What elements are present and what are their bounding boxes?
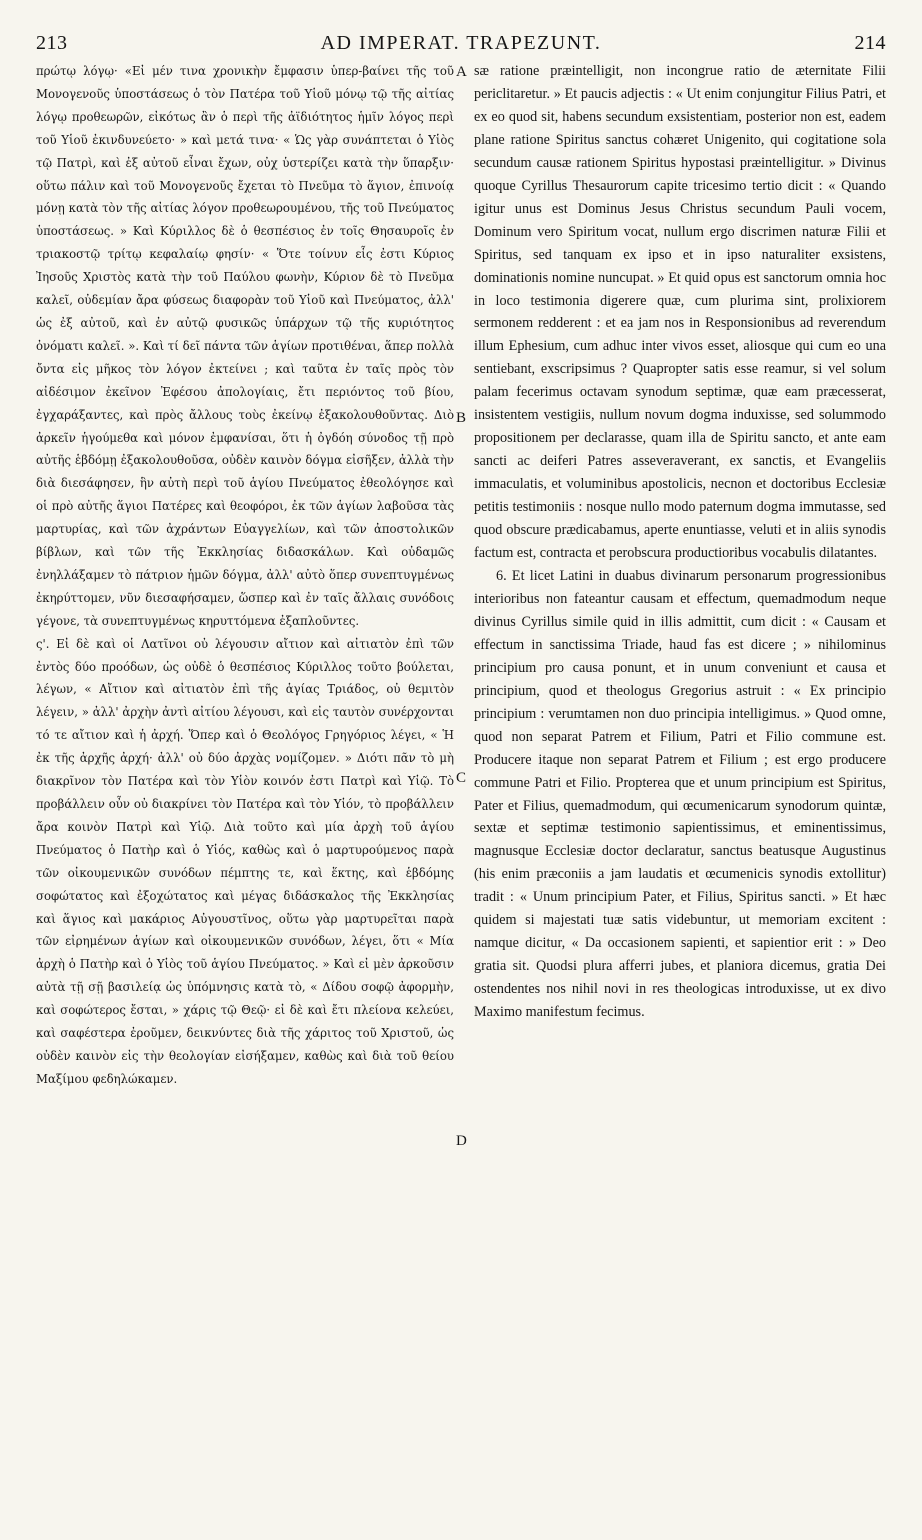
latin-paragraph: 6. Et licet Latini in duabus divinarum personarum progressionibus interioribus non fateantur causam et effectum, quemadmodum neque divinus Cyrillus simile quid in illis admittit, cum dicit : « Causam et effectum in sanctissima Triade, haud fas est dicere ; » nihilominus principium pro causa ponunt, et in unum conveniunt et causa et principium, quod et theologus Gregorius astruit : « Ex principio principium : verumtamen non duo principia intelligimus. » Quod omne, quod non separat Patrem et Filium, Patri et Filio commune est. Producere itaque non separat Patrem et Filium ; est ergo producere commune Patri et Filio. Propterea que et unum principium est Spiritus, Pater et Filius, quemadmodum, qui œcumenicarum synodorum quintæ, sextæ et septimæ testimonio sapientissimus, et eminentissimus, magnusque Ecclesiæ doctor declaratur, sanctus beatusque Augustinus (his enim præconiis a jam laudatis et œcumenicis synodis extollitur) tradit : « Unum principium Pater, et Filius, Spiritus sancti. » Et hæc quidem si majestati tuæ satis videbuntur, ut memoriam excitent : namque dicitur, « Da occasionem sapienti, et sapientior erit : » Deo gratia sit. Quodsi plura afferri jubes, et planiora dicemus, gratia Dei ostendentes nos nihil novi in res theologicas introduxisse, ut ex divo Maximo manifestum fecimus. <box>474 567 886 1021</box>
greek-paragraph: πρώτῳ λόγῳ· «Εἰ μέν τινα χρονικὴν ἔμφασιν ὑπερ-βαίνει τῆς τοῦ Μονογενοῦς ὑποστάσεως ὁ τὸν Πατέρα τοῦ Υἱοῦ μόνῳ τῷ τῆς αἰτίας λόγῳ προθεωρῶν, εἰκότως ἂν ὁ περὶ τῆς ἀϊδιότητος ἡμῖν λόγος περὶ τοῦ Υἱοῦ ἐκινδυνεύετο· » καὶ μετά τινα· « Ὡς γὰρ συνάπτεται ὁ Υἱὸς τῷ Πατρὶ, καὶ ἐξ αὐτοῦ εἶναι ἔχων, οὐχ ὑστερίζει κατὰ τὴν ὕπαρξιν· οὕτω πάλιν καὶ τοῦ Μονογενοῦς ἔχεται τὸ Πνεῦμα τὸ ἅγιον, ἐπινοίᾳ μόνῃ κατὰ τὸν τῆς αἰτίας λόγον προθεωρουμένου, τῆς τοῦ Πνεύματος ὑποστάσεως. » Καὶ Κύριλλος δὲ ὁ θεσπέσιος ἐν τοῖς Θησαυροῖς ἐν τριακοστῷ τρίτῳ κεφαλαίῳ φησίν· « Ὅτε τοίνυν εἷς ἐστι Κύριος Ἰησοῦς Χριστὸς κατὰ τὴν τοῦ Παύλου φωνὴν, Κύριον δὲ τὸ Πνεῦμα καλεῖ, οὐδεμίαν ἄρα φύσεως διαφορὰν τοῦ Υἱοῦ καὶ Πνεύματος, ἀλλ' ὡς ἐξ αὐτοῦ, καὶ ἐν αὐτῷ φυσικῶς ὑπάρχων τῷ τῆς κυριότητος ὀνόματι καλεῖ. ». Καὶ τί δεῖ πάντα τῶν ἁγίων προτιθέναι, ἅπερ πολλὰ ὄντα εἰς μῆκος τὸν λόγον ἐκτείνει ; καὶ ταῦτα ἐν ταῖς πρὸς τὸν αἰδέσιμον ἐκεῖνον Ἐφέσου ἀπολογίαις, ἔτι περιόντος τοῦ βίου, ἐγχαράξαντες, καὶ πρὸς ἄλλους τοὺς ἐκείνῳ ἐξακολουθοῦντας. Διὸ ἀρκεῖν ἡγούμεθα καὶ μόνον ἐμφανίσαι, ὅτι ἡ ὀγδόη σύνοδος τῇ πρὸ αὐτῆς ἑβδόμῃ ἐξακολουθοῦσα, οὐδὲν καινὸν δόγμα εἰσῆξεν, ἀλλὰ τὴν διὰ διεσάφησεν, ἣν αὐτὴ περὶ τοῦ ἁγίου Πνεύματος ἐθεολόγησε καὶ οἱ πρὸ αὐτῆς ἅγιοι Πατέρες καὶ θεοφόροι, ἐκ τῶν ἁγίων λαβοῦσα τὰς μαρτυρίας, καὶ τῶν ἀχράντων Εὐαγγελίων, καὶ τῶν ἀποστολικῶν βίβλων, καὶ τῶν τῆς Ἐκκλησίας διδασκάλων. Καὶ οὐδαμῶς ἐνηλλάξαμεν τὸ πάτριον ἡμῶν δόγμα, ἀλλ' αὐτὸ ὅπερ συνεπτυγμένως ἐκηρύττομεν, νῦν διεσαφήσαμεν, ὥσπερ καὶ ἐν ταῖς ἄλλαις συνόδοις γέγονε, τὰ συνεπτυγμένως κηρυττόμενα ἐξαπλοῦντες. <box>36 64 454 628</box>
left-page-number: 213 <box>36 31 68 54</box>
latin-paragraph: sæ ratione præintelligit, non incongrue ratio de æternitate Filii periclitaretur. » Et paucis adjectis : « Ut enim conjungitur Filius Patri, et ex eo quod sit, habens secundum exsistentiam, posterior non est, eadem plane ratione Spiritus sanctus cohæret Unigenito, qui cogitatione sola secundum causæ rationem Spiritus hypostasi præintelligitur. » Divinus quoque Cyrillus Thesaurorum capite tricesimo tertio dicit : « Quando igitur unus est Dominus Jesus Christus secundum Pauli vocem, Dominum vero Spiritum vocat, nullum ergo discrimen naturæ Filii et Spiritus, sed tanquam ex ipso et in ipso naturaliter exsistens, dominationis nomine nuncupat. » Et quid opus est sanctorum omnia hoc in loco testimonia digerere quæ, cum plurima sint, prolixiorem sermonem redderent : et ea jam nos in Responsionibus ad reverendum illum Ephesium, cum adhuc inter vivos esset, aliosque qui cum eo una sentiebant, exscripsimus ? Quapropter satis esse reamur, si vel solum palam fecerimus octavam synodum septimæ, quæ eam præcesserat, insistentem vestigiis, nullum novum dogma induxisse, sed solummodo propositionem per declarasse, quam illa de Spiritu sancto, et ante eam sancti ac deiferi Patres asseveraverant, ex sanctis, et Evangeliis immaculatis, et voluminibus apostolicis, necnon et doctoribus Ecclesiæ petitis testimoniis : nosque nullo modo paternum dogma immutasse, sed quod obscure prædicabamus, aperte enuntiasse, veluti et in aliis synodis factum est, contracta et perobscura productioribus vocabulis dilatantes. <box>474 63 886 562</box>
greek-text-column <box>36 60 454 1504</box>
margin-marker-b: B <box>456 410 467 426</box>
latin-text-column <box>474 60 886 1504</box>
margin-marker-a: A <box>456 64 467 80</box>
running-title: AD IMPERAT. TRAPEZUNT. <box>320 31 602 54</box>
right-page-number: 214 <box>854 31 886 54</box>
running-header <box>36 30 886 56</box>
margin-marker-c: C <box>456 770 467 786</box>
greek-paragraph: ς'. Εἰ δὲ καὶ οἱ Λατῖνοι οὐ λέγουσιν αἴτιον καὶ αἰτιατὸν ἐπὶ τῶν ἐντὸς δύο προόδων, ὡς οὐδὲ ὁ θεσπέσιος Κύριλλος τοῦτο βούλεται, λέγων, « Αἴτιον καὶ αἰτιατὸν ἐπὶ τῆς ἁγίας Τριάδος, οὐ θεμιτὸν λέγειν, » ἀλλ' ἀρχὴν ἀντὶ αἰτίου λέγουσι, καὶ εἰς ταυτὸν συνέρχονται τό τε αἴτιον καὶ ἡ ἀρχή. Ὅπερ καὶ ὁ Θεολόγος Γρηγόριος λέγει, « Ἡ ἐκ τῆς ἀρχῆς ἀρχή· ἀλλ' οὐ δύο ἀρχὰς νομίζομεν. » Διότι πᾶν τὸ μὴ διακρῖνον τὸν Πατέρα καὶ τὸν Υἱὸν κοινόν ἐστι Πατρὶ καὶ Υἱῷ. Τὸ προβάλλειν οὖν οὐ διακρίνει τὸν Πατέρα καὶ τὸν Υἱόν, τὸ προβάλλειν ἄρα κοινὸν Πατρὶ καὶ Υἱῷ. Διὰ τοῦτο καὶ μία ἀρχὴ τοῦ ἁγίου Πνεύματος ὁ Πατὴρ καὶ ὁ Υἱός, καθὼς καὶ ὁ μαρτυρούμενος παρὰ τῶν οἰκουμενικῶν συνόδων πέμπτης τε, καὶ ἕκτης, καὶ ἑβδόμης σοφώτατος καὶ ἐξοχώτατος καὶ μέγας διδάσκαλος τῆς Ἐκκλησίας καὶ ἅγιος καὶ μακάριος Αὐγουστῖνος, οὕτω γὰρ μαρτυρεῖται παρὰ τῶν εἰρημένων ἁγίων καὶ οἰκουμενικῶν συνόδων, λέγει, ὅτι « Μία ἀρχὴ ὁ Πατὴρ καὶ ὁ Υἱὸς τοῦ ἁγίου Πνεύματος. » Καὶ εἰ μὲν ἀρκοῦσιν αὐτὰ τῇ σῇ βασιλείᾳ ὡς ὑπόμνησις κατὰ τὸ, « Δίδου σοφῷ ἀφορμὴν, καὶ σοφώτερος ἔσται, » χάρις τῷ Θεῷ· εἰ δὲ καὶ ἔτι πλείονα κελεύει, καὶ σαφέστερα ἐροῦμεν, δεικνύντες διὰ τῆς χάριτος τοῦ Χριστοῦ, ὡς οὐδὲν καινὸν εἰς τὴν θεολογίαν εἰσήξαμεν, καθὼς καὶ διὰ τοῦ θείου Μαξίμου φεδηλώκαμεν. <box>36 636 454 1086</box>
margin-marker-d: D <box>456 1133 467 1149</box>
